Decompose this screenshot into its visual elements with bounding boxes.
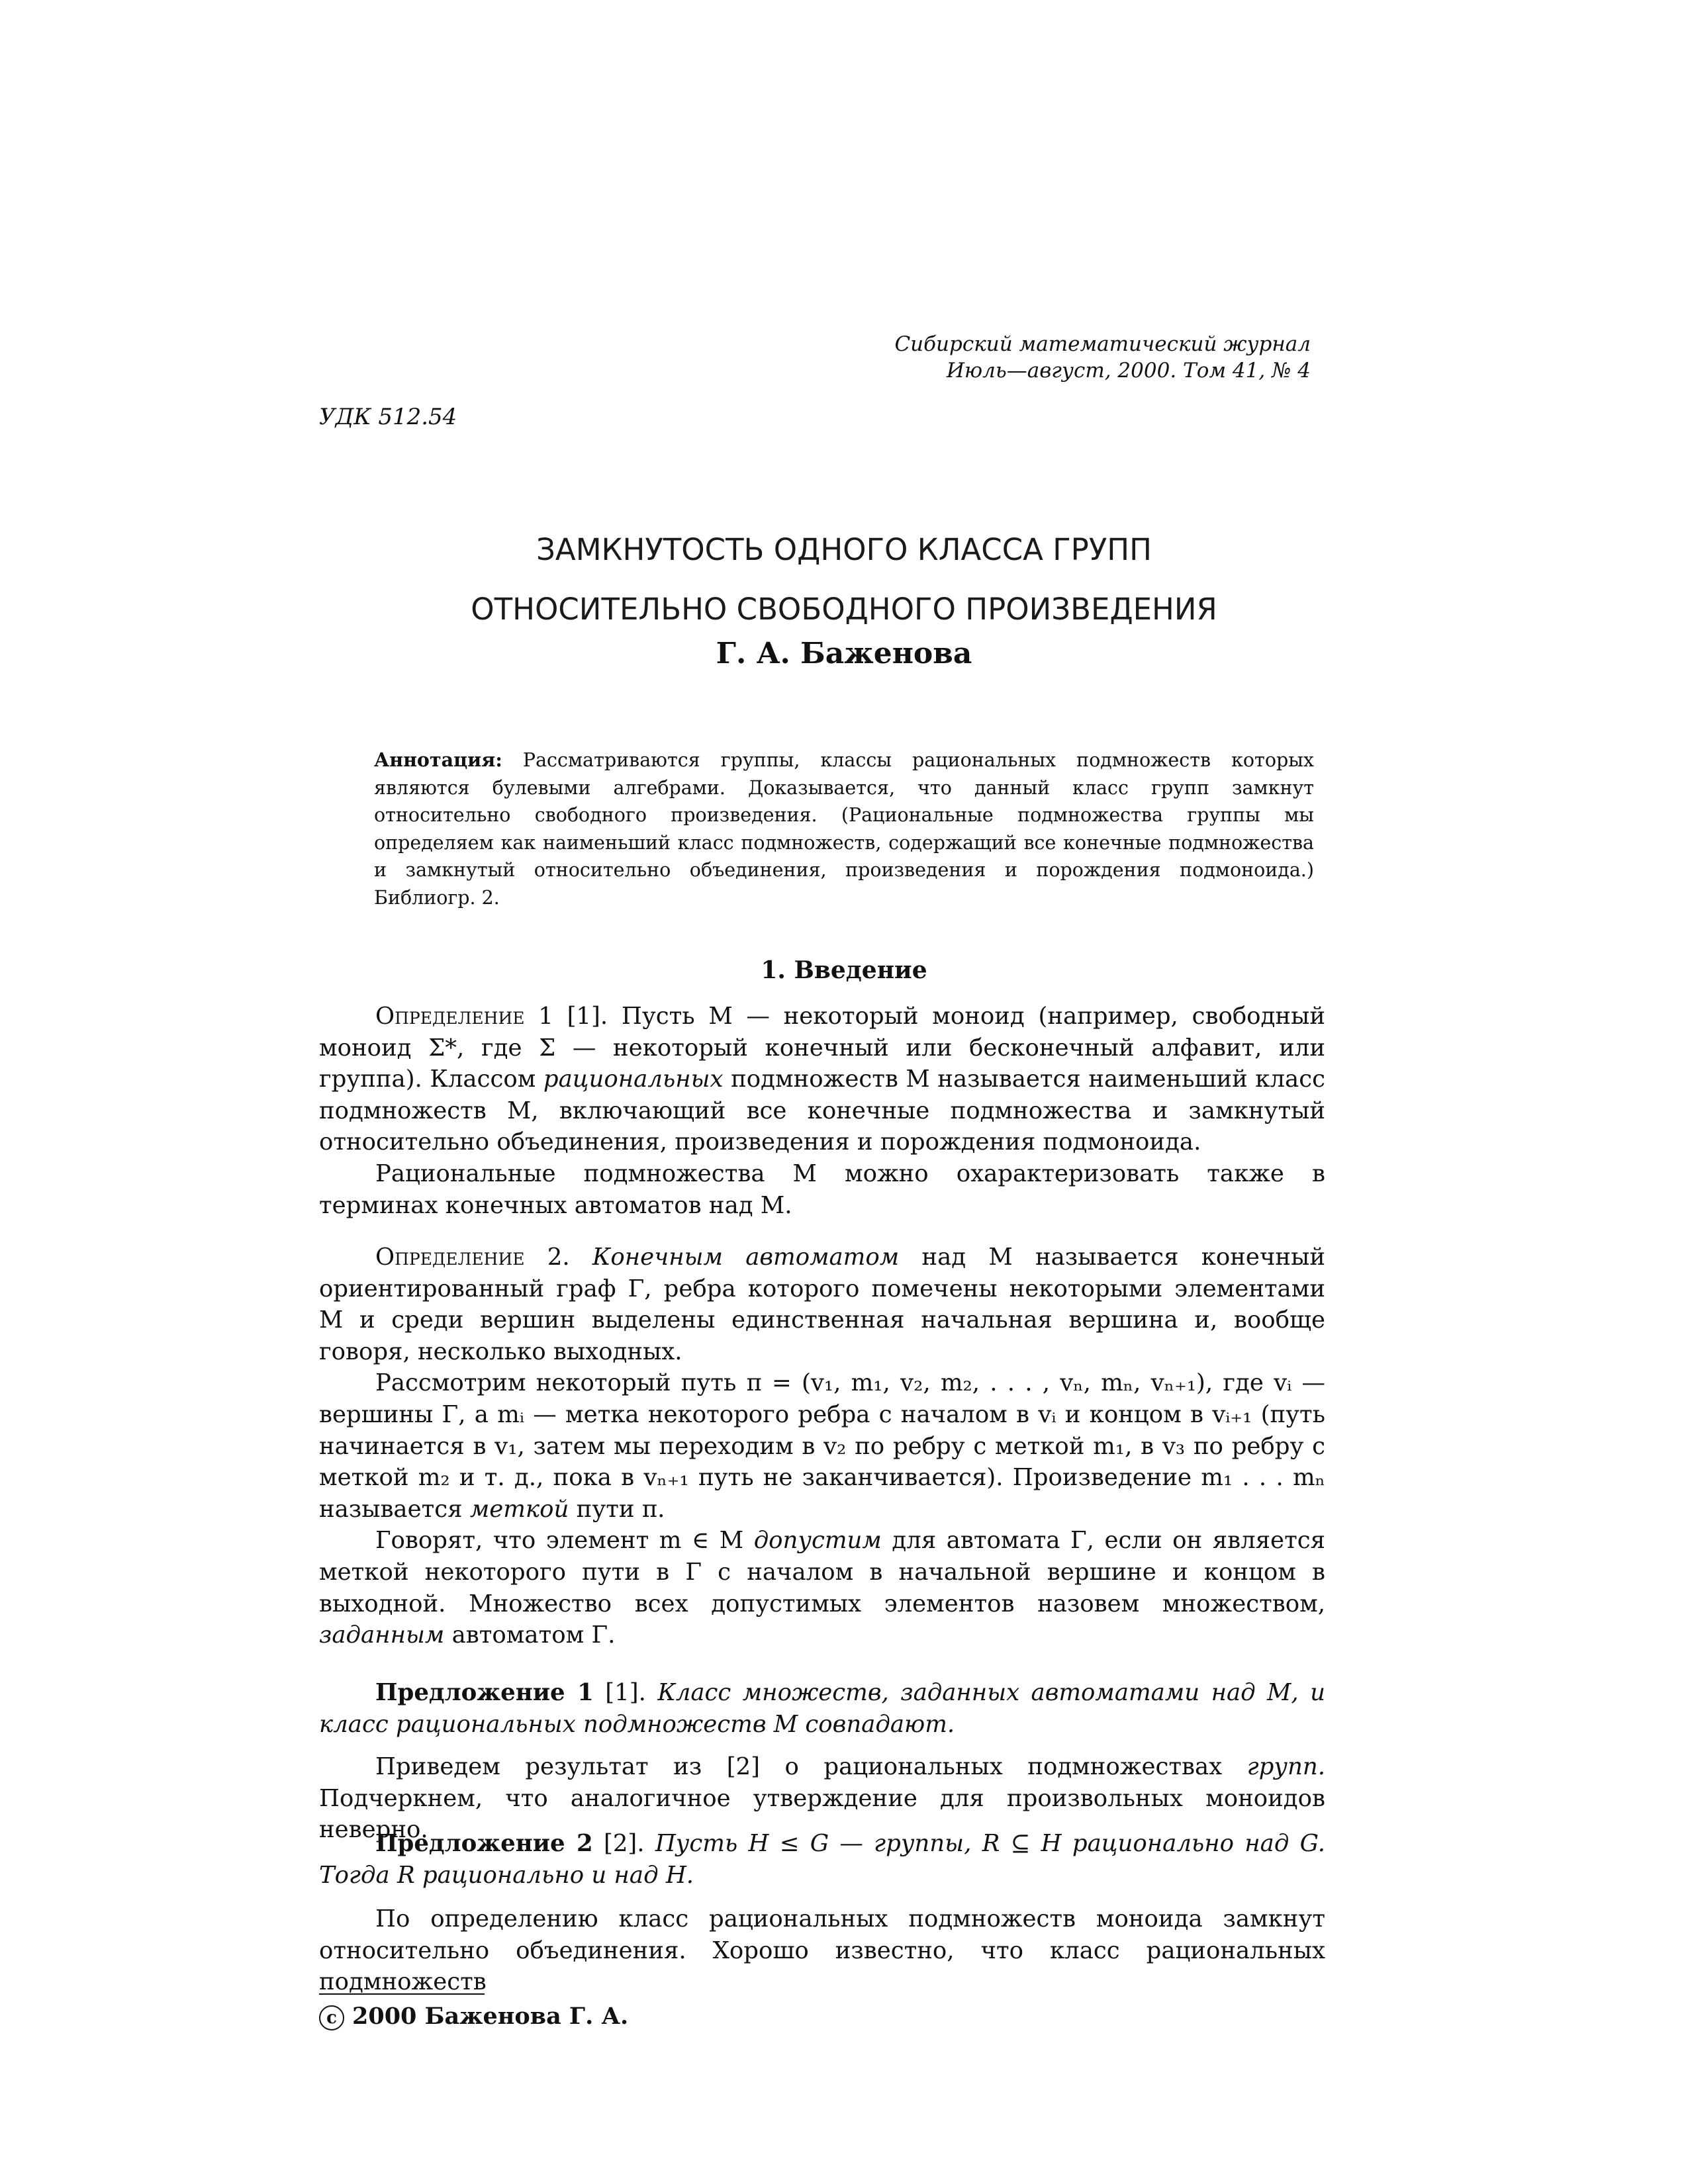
path-text-b: пути π. — [576, 1495, 665, 1523]
proposition-2 — [319, 1828, 1325, 1891]
def2-text: над M называется конечный ориентированный граф Γ, ребра которого помечены некоторыми элементами M и среди вершин выделены единственная начальная вершина и, вообще говоря, несколько выходных. — [319, 1244, 1325, 1365]
def2-emph: Конечным автоматом — [592, 1244, 900, 1271]
admissible-text-c: автоматом Γ. — [451, 1621, 616, 1649]
admissible-emph-2: заданным — [319, 1621, 445, 1649]
admissible-emph-1: допустим — [753, 1527, 882, 1555]
def1-label: Определение 1 — [375, 1003, 553, 1030]
paragraph-automata: Рациональные подмножества M можно охарактеризовать также в терминах конечных автоматов над M. — [319, 1160, 1325, 1219]
title-line-1: ЗАМКНУТОСТЬ ОДНОГО КЛАССА ГРУПП — [536, 532, 1152, 567]
prop1-paragraph — [319, 1677, 1325, 1740]
title-line-2: ОТНОСИТЕЛЬНО СВОБОДНОГО ПРОИЗВЕДЕНИЯ — [471, 592, 1217, 627]
admissible-text-b: для автомата Γ, если он является меткой некоторого пути в Γ с началом в начальной вершине и концом в выходной. Множество всех допустимых элементов назовем множеством, — [319, 1527, 1325, 1617]
def1-emph: рациональных — [543, 1066, 724, 1093]
path-emph: меткой — [469, 1495, 569, 1523]
prop2-text: Пусть H ≤ G — группы, R ⊆ H рационально над G. Тогда R рационально и над H. — [319, 1830, 1325, 1889]
journal-header — [583, 331, 1311, 384]
def1-ref: [1]. — [567, 1003, 608, 1030]
copyright-text: 2000 Баженова Г. А. — [352, 2003, 629, 2030]
definition-2 — [319, 1242, 1325, 1367]
def1-text-a: Пусть M — некоторый моноид (например, свободный моноид Σ*, где Σ — некоторый конечный или бесконечный алфавит, или группа). Классом — [319, 1003, 1325, 1093]
paper-title — [0, 520, 1688, 639]
prop1-ref: [1]. — [605, 1679, 646, 1706]
journal-name: Сибирский математический журнал — [894, 332, 1311, 356]
section-heading: 1. Введение — [761, 956, 927, 984]
abstract — [374, 747, 1314, 912]
prop1-text: Класс множеств, заданных автоматами над M, и класс рациональных подмножеств M совпадают. — [319, 1679, 1325, 1738]
author: Г. А. Баженова — [716, 637, 972, 670]
proposition-1 — [319, 1677, 1325, 1740]
udk-code: УДК 512.54 — [319, 404, 457, 430]
prop2-label: Предложение 2 — [375, 1830, 593, 1857]
journal-issue: Июль—август, 2000. Том 41, № 4 — [946, 359, 1311, 383]
result-text-a: Приведем результат из [2] о рациональных подмножествах — [375, 1753, 1223, 1780]
prop2-paragraph — [319, 1828, 1325, 1891]
abstract-text: Рассматриваются группы, классы рациональных подмножеств которых являются булевыми алгебрами. Доказывается, что данный класс групп замкнут относительно свободного произведения. (Рациональные подмножества группы мы определяем как наименьший класс подмножеств, содержащий все конечные подмножества и замкнутый относительно объединения, произведения и порождения подмоноида.) Библиогр. 2. — [374, 749, 1314, 909]
copyright-icon: c — [319, 2005, 344, 2030]
def2-label: Определение 2. — [375, 1244, 570, 1271]
body-block-1 — [319, 1001, 1325, 1221]
paragraph-path — [319, 1367, 1325, 1525]
footnote-rule — [319, 1993, 485, 1995]
def1-text-b: подмножеств M называется наименьший класс подмножеств M, включающий все конечные подмножества и замкнутый относительно объединения, произведения и порождения подмоноида. — [319, 1066, 1325, 1156]
admissible-text-a: Говорят, что элемент m ∈ M — [375, 1527, 744, 1555]
prop1-label: Предложение 1 — [375, 1679, 594, 1706]
result-emph: групп. — [1246, 1753, 1325, 1780]
prop2-ref: [2]. — [603, 1830, 645, 1857]
last-paragraph: По определению класс рациональных подмножеств моноида замкнут относительно объединения. Хорошо известно, что класс рациональных подмножеств — [319, 1905, 1325, 1996]
paragraph-admissible — [319, 1525, 1325, 1651]
copyright — [319, 2003, 628, 2030]
paragraph-last — [319, 1903, 1325, 1998]
path-text-a: Рассмотрим некоторый путь π = (v₁, m₁, v₂, m₂, . . . , vₙ, mₙ, vₙ₊₁), где vᵢ — вершины Γ, а mᵢ — метка некоторого ребра с началом в vᵢ и концом в vᵢ₊₁ (путь начинается в v₁, затем мы переходим в v₂ по ребру с меткой m₁, в v₃ по ребру с меткой m₂ и т. д., пока в vₙ₊₁ путь не заканчивается). Произведение m₁ . . . mₙ называется — [319, 1369, 1325, 1523]
result-text-b: Подчеркнем, что аналогичное утверждение для произвольных моноидов неверно. — [319, 1784, 1325, 1844]
body-block-2 — [319, 1242, 1325, 1651]
abstract-label: Аннотация: — [374, 749, 502, 771]
definition-1 — [319, 1001, 1325, 1158]
